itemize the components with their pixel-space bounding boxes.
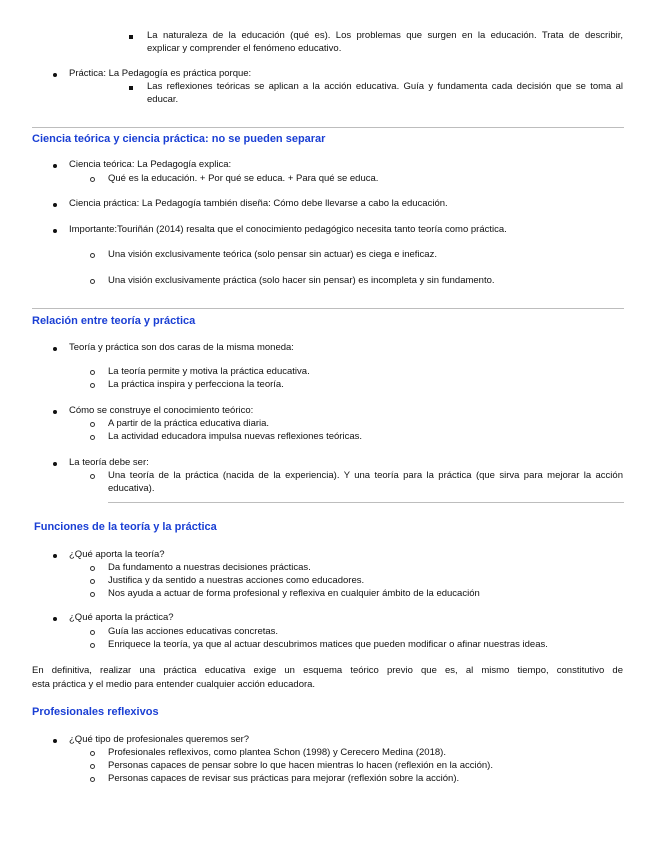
- circle-bullet-icon: [90, 777, 95, 782]
- list-text: Una visión exclusivamente práctica (solo hacer sin pensar) es incompleta y sin fundamento.: [108, 275, 495, 286]
- list-text: Práctica: La Pedagogía es práctica porque:: [69, 68, 252, 79]
- section-heading: Funciones de la teoría y la práctica: [34, 521, 217, 533]
- list-text: Enriquece la teoría, ya que al actuar descubrimos matices que pueden modificar o afinar nuestras ideas.: [108, 639, 548, 650]
- list-text: Profesionales reflexivos, como plantea Schon (1998) y Cerecero Medina (2018).: [108, 747, 446, 758]
- section-heading: Ciencia teórica y ciencia práctica: no se pueden separar: [32, 133, 326, 145]
- divider: [108, 502, 624, 503]
- circle-bullet-icon: [90, 474, 95, 479]
- divider: [32, 308, 624, 309]
- list-text: La teoría debe ser:: [69, 457, 149, 468]
- circle-bullet-icon: [90, 177, 95, 182]
- list-text: Teoría y práctica son dos caras de la misma moneda:: [69, 342, 294, 353]
- circle-bullet-icon: [90, 643, 95, 648]
- list-text: Justifica y da sentido a nuestras acciones como educadores.: [108, 575, 365, 586]
- list-text: Una teoría de la práctica (nacida de la experiencia). Y una teoría para la práctica (que sirva para mejorar la acción: [108, 470, 623, 481]
- square-bullet-icon: [129, 86, 133, 90]
- divider: [32, 127, 624, 128]
- circle-bullet-icon: [90, 279, 95, 284]
- bullet-icon: [53, 739, 57, 743]
- circle-bullet-icon: [90, 253, 95, 258]
- list-text: La actividad educadora impulsa nuevas reflexiones teóricas.: [108, 431, 363, 442]
- list-text: Cómo se construye el conocimiento teórico:: [69, 405, 254, 416]
- list-text: La teoría permite y motiva la práctica educativa.: [108, 366, 310, 377]
- circle-bullet-icon: [90, 422, 95, 427]
- circle-bullet-icon: [90, 764, 95, 769]
- bullet-icon: [53, 73, 57, 77]
- bullet-icon: [53, 554, 57, 558]
- list-text: Nos ayuda a actuar de forma profesional y reflexiva en cualquier ámbito de la educación: [108, 588, 480, 599]
- list-text: Las reflexiones teóricas se aplican a la acción educativa. Guía y fundamenta cada decisión que se toma al: [147, 81, 623, 92]
- list-text: Una visión exclusivamente teórica (solo pensar sin actuar) es ciega e ineficaz.: [108, 249, 437, 260]
- circle-bullet-icon: [90, 435, 95, 440]
- bullet-icon: [53, 462, 57, 466]
- list-text: A partir de la práctica educativa diaria.: [108, 418, 270, 429]
- paragraph: En definitiva, realizar una práctica educativa exige un esquema teórico previo que es, al mismo tiempo, constitutivo de: [32, 665, 623, 676]
- bullet-icon: [53, 203, 57, 207]
- bullet-icon: [53, 229, 57, 233]
- circle-bullet-icon: [90, 751, 95, 756]
- list-text: explicar y comprender el fenómeno educativo.: [147, 43, 342, 54]
- bullet-icon: [53, 617, 57, 621]
- circle-bullet-icon: [90, 383, 95, 388]
- square-bullet-icon: [129, 35, 133, 39]
- list-text: Ciencia práctica: La Pedagogía también diseña: Cómo debe llevarse a cabo la educación.: [69, 198, 448, 209]
- bullet-icon: [53, 164, 57, 168]
- section-heading: Relación entre teoría y práctica: [32, 315, 196, 327]
- section-heading: Profesionales reflexivos: [32, 706, 159, 718]
- list-text: La práctica inspira y perfecciona la teoría.: [108, 379, 284, 390]
- list-text: Importante:Touriñán (2014) resalta que el conocimiento pedagógico necesita tanto teoría como práctica.: [69, 224, 507, 235]
- list-text: Da fundamento a nuestras decisiones prácticas.: [108, 562, 311, 573]
- list-text: Ciencia teórica: La Pedagogía explica:: [69, 159, 232, 170]
- list-text: Guía las acciones educativas concretas.: [108, 626, 279, 637]
- circle-bullet-icon: [90, 592, 95, 597]
- paragraph: esta práctica y el medio para entender cualquier acción educadora.: [32, 679, 316, 690]
- circle-bullet-icon: [90, 630, 95, 635]
- list-text: ¿Qué aporta la teoría?: [69, 549, 165, 560]
- list-text: Qué es la educación. + Por qué se educa. + Para qué se educa.: [108, 173, 379, 184]
- list-text: La naturaleza de la educación (qué es). Los problemas que surgen en la educación. Trata de describir,: [147, 30, 623, 41]
- circle-bullet-icon: [90, 566, 95, 571]
- circle-bullet-icon: [90, 579, 95, 584]
- list-text: ¿Qué aporta la práctica?: [69, 612, 174, 623]
- bullet-icon: [53, 410, 57, 414]
- circle-bullet-icon: [90, 370, 95, 375]
- list-text: educativa).: [108, 483, 155, 494]
- list-text: ¿Qué tipo de profesionales queremos ser?: [69, 734, 250, 745]
- list-text: Personas capaces de pensar sobre lo que hacen mientras lo hacen (reflexión en la acción).: [108, 760, 493, 771]
- list-text: educar.: [147, 94, 179, 105]
- list-text: Personas capaces de revisar sus prácticas para mejorar (reflexión sobre la acción).: [108, 773, 460, 784]
- bullet-icon: [53, 347, 57, 351]
